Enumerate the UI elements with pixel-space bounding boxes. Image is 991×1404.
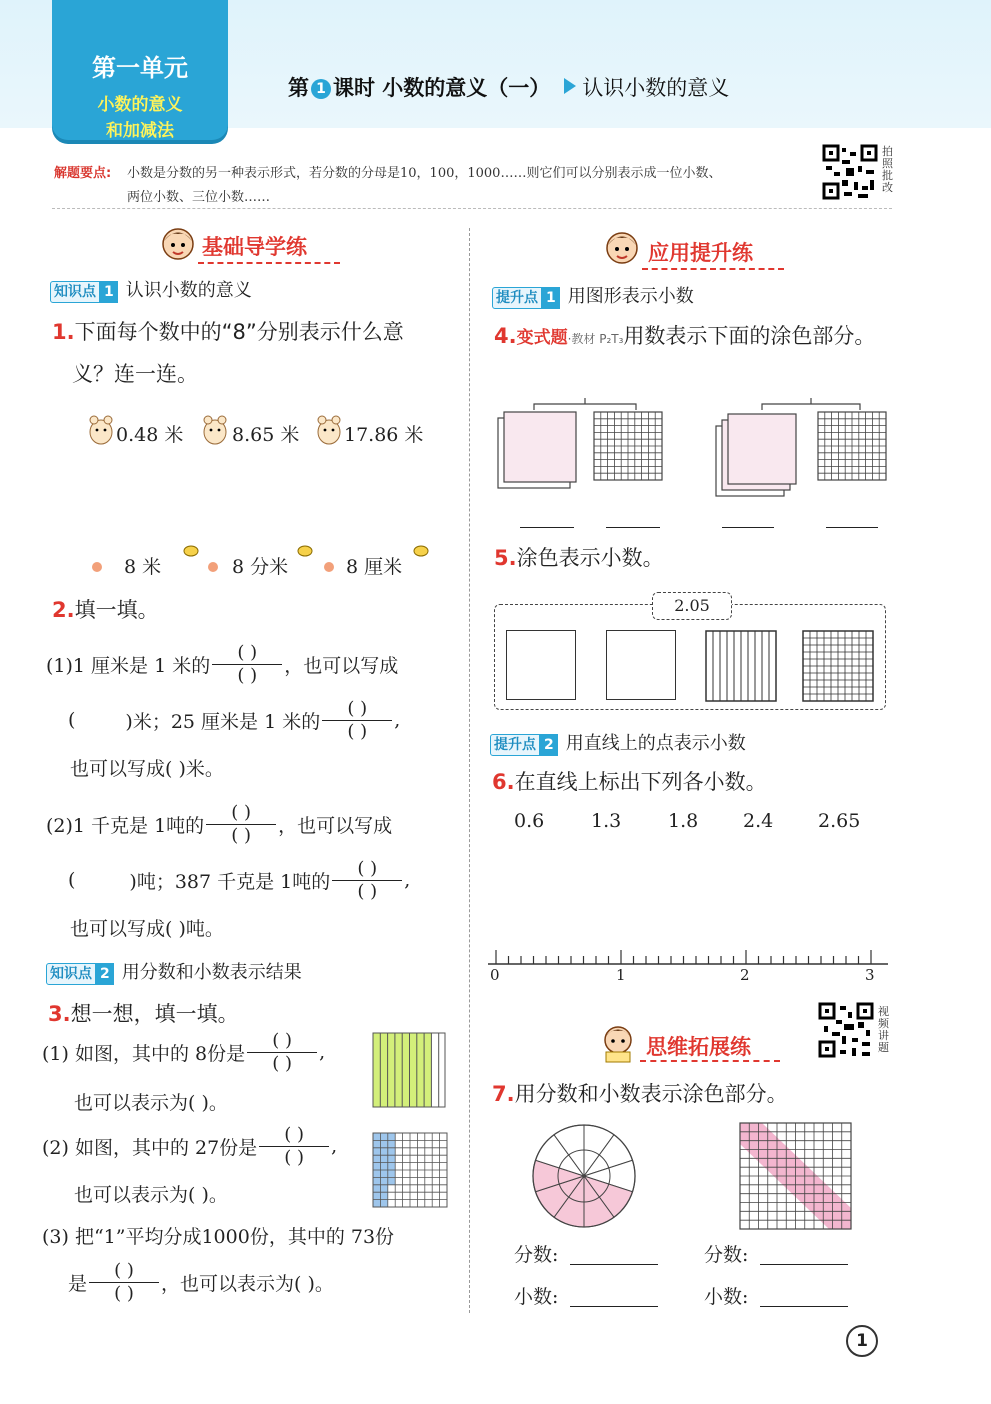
section-underline xyxy=(640,1060,780,1062)
kid-reading-icon xyxy=(598,1024,638,1068)
qr-code-icon[interactable] xyxy=(822,144,878,200)
kid-icon xyxy=(604,230,640,272)
q2-part1-line1: (1)1 厘米是 1 米的 $\frac{( )}{( )}$ ，也可以写成 xyxy=(46,641,399,686)
q6-text: 6.在直线上标出下列各小数。 xyxy=(492,770,767,794)
section-title-thinking: 思维拓展练 xyxy=(646,1035,751,1059)
kid-icon xyxy=(160,226,196,268)
q1-line1: 1.下面每个数中的“8”分别表示什么意 xyxy=(52,320,404,344)
lesson-number: 1 xyxy=(311,79,331,99)
answer-line[interactable] xyxy=(520,527,574,528)
q3-title: 3.想一想，填一填。 xyxy=(48,1002,239,1026)
q5-hundredths-square[interactable] xyxy=(802,630,874,702)
kp-badge: 提升点 xyxy=(490,734,540,756)
fraction-blank[interactable]: $\frac{( )}{( )}$ xyxy=(259,1124,329,1169)
answer-line[interactable] xyxy=(722,527,774,528)
qr-label-photo: 拍 照 批 改 xyxy=(882,145,893,194)
fraction-blank[interactable]: $\frac{( )}{( )}$ xyxy=(322,698,392,743)
q6-value: 1.8 xyxy=(668,810,699,832)
q6-value: 1.3 xyxy=(591,810,622,832)
bear-icon xyxy=(312,410,346,448)
bee-icon xyxy=(296,542,314,560)
tip-divider xyxy=(52,208,892,209)
number-line[interactable] xyxy=(488,940,890,970)
q7-decimal-label-2: 小数: xyxy=(704,1286,749,1308)
improve-point-2 xyxy=(490,729,746,756)
column-divider xyxy=(469,228,470,1313)
fraction-blank[interactable]: $\frac{( )}{( )}$ xyxy=(247,1030,317,1075)
tip-label: 解题要点: xyxy=(54,166,112,181)
lesson-title xyxy=(288,72,729,102)
kp-number: 2 xyxy=(96,963,114,985)
answer-line[interactable] xyxy=(760,1306,848,1307)
value-17.86m: 17.86 米 xyxy=(344,424,424,446)
qr-code-icon[interactable] xyxy=(818,1002,874,1058)
q3-part2-line1: (2) 如图，其中的 27份是 $\frac{( )}{( )}$ , xyxy=(42,1123,338,1168)
q1-bottom-items xyxy=(90,542,470,582)
unit-subtitle-line2: 和加减法 xyxy=(106,121,174,141)
axis-label: 2 xyxy=(740,966,750,984)
q1-top-items xyxy=(84,410,474,450)
tenths-grid-green xyxy=(372,1032,446,1108)
improve-point-1 xyxy=(492,282,694,309)
q3-part3-line2: 是 $\frac{( )}{( )}$ ，也可以表示为( )。 xyxy=(68,1259,334,1304)
q4-figure-1 xyxy=(494,398,664,494)
section-title-applied: 应用提升练 xyxy=(648,241,753,265)
kp-number: 1 xyxy=(100,281,118,303)
unit-title: 第一单元 xyxy=(92,54,188,82)
bear-icon xyxy=(84,410,118,448)
section-title-basic: 基础导学练 xyxy=(202,235,307,259)
q7-circle-figure xyxy=(530,1122,638,1230)
unit-8cm: 8 厘米 xyxy=(346,556,403,578)
fraction-blank[interactable]: $\frac{( )}{( )}$ xyxy=(89,1260,159,1305)
q5-value: 2.05 xyxy=(652,592,732,620)
kp-badge: 提升点 xyxy=(492,287,542,309)
tip-text-line1: 小数是分数的另一种表示形式，若分数的分母是10，100，1000……则它们可以分别表示成一位小数、 xyxy=(127,166,722,181)
section-underline xyxy=(198,262,340,264)
kp-number: 2 xyxy=(540,734,558,756)
triangle-icon xyxy=(564,78,576,94)
lesson-prefix: 第 xyxy=(288,76,309,100)
kp-badge: 知识点 xyxy=(46,963,96,985)
q4-figure-2 xyxy=(712,398,892,502)
knowledge-point-2 xyxy=(46,958,302,985)
q5-square-2[interactable] xyxy=(606,630,676,700)
bear-icon xyxy=(198,410,232,448)
q7-grid-figure xyxy=(739,1122,853,1230)
q4-text: 4.变式题·教材 P₂T₃用数表示下面的涂色部分。 xyxy=(494,324,876,348)
kp-title: 用直线上的点表示小数 xyxy=(565,733,746,754)
tip-text-line2: 两位小数、三位小数…… xyxy=(127,190,271,205)
unit-subtitle-line1: 小数的意义 xyxy=(97,95,183,115)
q3-part1-line2: 也可以表示为( )。 xyxy=(74,1092,228,1114)
page-number: 1 xyxy=(846,1325,878,1357)
kp-badge: 知识点 xyxy=(50,281,100,303)
q2-title: 2.填一填。 xyxy=(52,598,159,622)
q5-text: 5.涂色表示小数。 xyxy=(494,546,664,570)
q2-part2-line2: ( )吨；387 千克是 1吨的 $\frac{( )}{( )}$ , xyxy=(68,857,411,902)
q2-part1-line2: ( )米；25 厘米是 1 米的 $\frac{( )}{( )}$ , xyxy=(68,697,401,742)
fraction-blank[interactable]: $\frac{( )}{( )}$ xyxy=(206,802,276,847)
q3-part2-line2: 也可以表示为( )。 xyxy=(74,1184,228,1206)
q7-fraction-label-1: 分数: xyxy=(514,1244,559,1266)
section-underline xyxy=(642,268,784,270)
q2-part2-line1: (2)1 千克是 1吨的 $\frac{( )}{( )}$ ，也可以写成 xyxy=(46,801,393,846)
flower-icon xyxy=(90,560,104,574)
unit-8dm: 8 分米 xyxy=(232,556,289,578)
q2-part2-line3: 也可以写成( )吨。 xyxy=(70,918,224,940)
knowledge-point-1 xyxy=(50,276,252,303)
unit-8m: 8 米 xyxy=(124,556,162,578)
qr-label-video: 视 频 讲 题 xyxy=(878,1005,889,1054)
bee-icon xyxy=(182,542,200,560)
kp-title: 用分数和小数表示结果 xyxy=(121,962,302,983)
axis-label: 3 xyxy=(865,966,875,984)
q7-fraction-label-2: 分数: xyxy=(704,1244,749,1266)
q6-value: 2.4 xyxy=(743,810,774,832)
q6-value: 0.6 xyxy=(514,810,545,832)
answer-line[interactable] xyxy=(826,527,878,528)
q2-part1-line3: 也可以写成( )米。 xyxy=(70,758,224,780)
lesson-name: 课时 小数的意义（一） xyxy=(333,76,551,100)
axis-label: 0 xyxy=(490,966,500,984)
axis-label: 1 xyxy=(616,966,626,984)
q3-part3-line1: (3) 把“1”平均分成1000份，其中的 73份 xyxy=(42,1226,395,1248)
lesson-topic: 认识小数的意义 xyxy=(582,76,730,100)
q1-line2: 义？连一连。 xyxy=(72,362,198,386)
hundredths-grid-blue xyxy=(372,1132,448,1208)
kp-number: 1 xyxy=(542,287,560,309)
flower-icon xyxy=(206,560,220,574)
answer-line[interactable] xyxy=(760,1264,848,1265)
kp-title: 用图形表示小数 xyxy=(567,286,694,307)
q7-decimal-label-1: 小数: xyxy=(514,1286,559,1308)
kp-title: 认识小数的意义 xyxy=(125,280,252,301)
q5-tenths-square[interactable] xyxy=(705,630,777,702)
q6-value: 2.65 xyxy=(818,810,861,832)
q5-square-1[interactable] xyxy=(506,630,576,700)
fraction-blank[interactable]: $\frac{( )}{( )}$ xyxy=(212,642,282,687)
answer-line[interactable] xyxy=(570,1306,658,1307)
q7-text: 7.用分数和小数表示涂色部分。 xyxy=(492,1082,788,1106)
bee-icon xyxy=(412,542,430,560)
fraction-blank[interactable]: $\frac{( )}{( )}$ xyxy=(332,858,402,903)
value-0.48m: 0.48 米 xyxy=(116,424,184,446)
answer-line[interactable] xyxy=(570,1264,658,1265)
flower-icon xyxy=(322,560,336,574)
answer-line[interactable] xyxy=(606,527,660,528)
q3-part1-line1: (1) 如图，其中的 8份是 $\frac{( )}{( )}$ , xyxy=(42,1029,326,1074)
value-8.65m: 8.65 米 xyxy=(232,424,300,446)
